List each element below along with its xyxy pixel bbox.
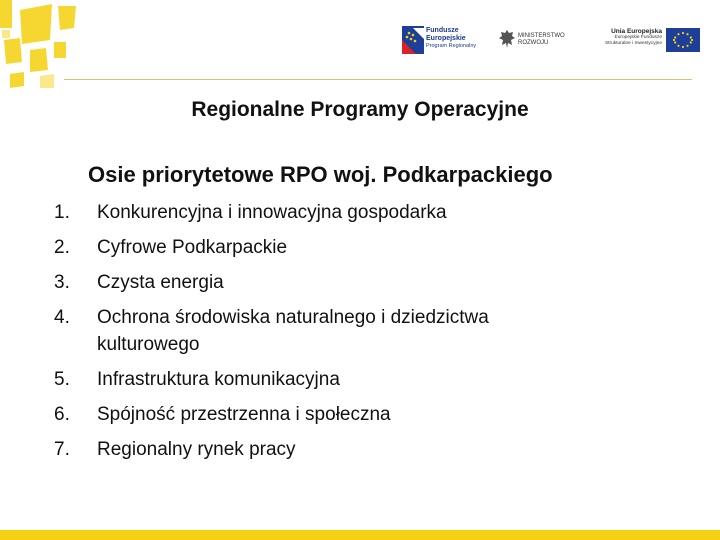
deco-square (20, 4, 52, 44)
list-item-text: Regionalny rynek pracy (97, 439, 296, 460)
eu-flag-icon (666, 28, 700, 52)
ministerstwo-line2: ROZWOJU (518, 40, 549, 46)
decorative-squares-pattern (0, 0, 80, 90)
logos-strip (400, 18, 700, 62)
list-item (54, 269, 674, 296)
list-item-text: Cyfrowe Podkarpackie (97, 237, 288, 258)
list-item-number: 7. (54, 439, 70, 460)
list-item-text: Czysta energia (97, 272, 224, 293)
slide-title: Regionalne Programy Operacyjne (191, 98, 529, 121)
unia-europejska-logo (590, 18, 702, 62)
list-item (54, 436, 674, 463)
deco-square (40, 74, 54, 88)
priority-axes-list (54, 199, 674, 471)
list-item-text: Spójność przestrzenna i społeczna (97, 404, 391, 425)
list-item (54, 366, 674, 393)
deco-square (54, 42, 66, 58)
ue-title: Unia Europejska (611, 28, 662, 35)
list-item (54, 401, 674, 428)
deco-square (10, 72, 24, 88)
unia-europejska-text (590, 28, 662, 47)
eagle-emblem-icon (498, 28, 516, 50)
ue-subline-1: Europejskie Fundusze (614, 35, 662, 40)
deco-square (30, 48, 48, 72)
ue-subline-2: Strukturalne i Inwestycyjne (604, 41, 662, 46)
fundusze-line2: Europejskie (426, 35, 466, 42)
list-item-number: 6. (54, 404, 70, 425)
list-item-text: Infrastruktura komunikacyjna (97, 369, 340, 390)
bottom-accent-bar (0, 530, 720, 540)
list-item (54, 199, 674, 226)
list-item-text: Ochrona środowiska naturalnego i dziedzictwa kulturowego (97, 307, 489, 355)
list-item-number: 1. (54, 202, 70, 223)
list-item-number: 5. (54, 369, 70, 390)
fundusze-subline: Program Regionalny (426, 43, 477, 49)
list-item-number: 4. (54, 307, 70, 328)
list-item (54, 304, 557, 358)
fundusze-europejskie-flag-icon (402, 26, 424, 54)
list-item (54, 234, 674, 261)
fundusze-europejskie-logo (400, 18, 492, 62)
slide-subtitle: Osie priorytetowe RPO woj. Podkarpackiego (88, 162, 553, 187)
list-item-text: Konkurencyjna i innowacyjna gospodarka (97, 202, 447, 223)
deco-square (4, 38, 22, 64)
fundusze-line1: Fundusze (426, 27, 459, 34)
list-item-number: 3. (54, 272, 70, 293)
list-item-number: 2. (54, 237, 70, 258)
ministerstwo-rozwoju-text (518, 33, 570, 47)
header-divider (64, 79, 692, 80)
ministerstwo-rozwoju-logo (496, 18, 570, 62)
ministerstwo-line1: MINISTERSTWO (518, 33, 565, 39)
deco-square (0, 0, 12, 28)
deco-square (58, 6, 76, 30)
deco-square (2, 30, 10, 38)
fundusze-europejskie-text (426, 27, 492, 50)
